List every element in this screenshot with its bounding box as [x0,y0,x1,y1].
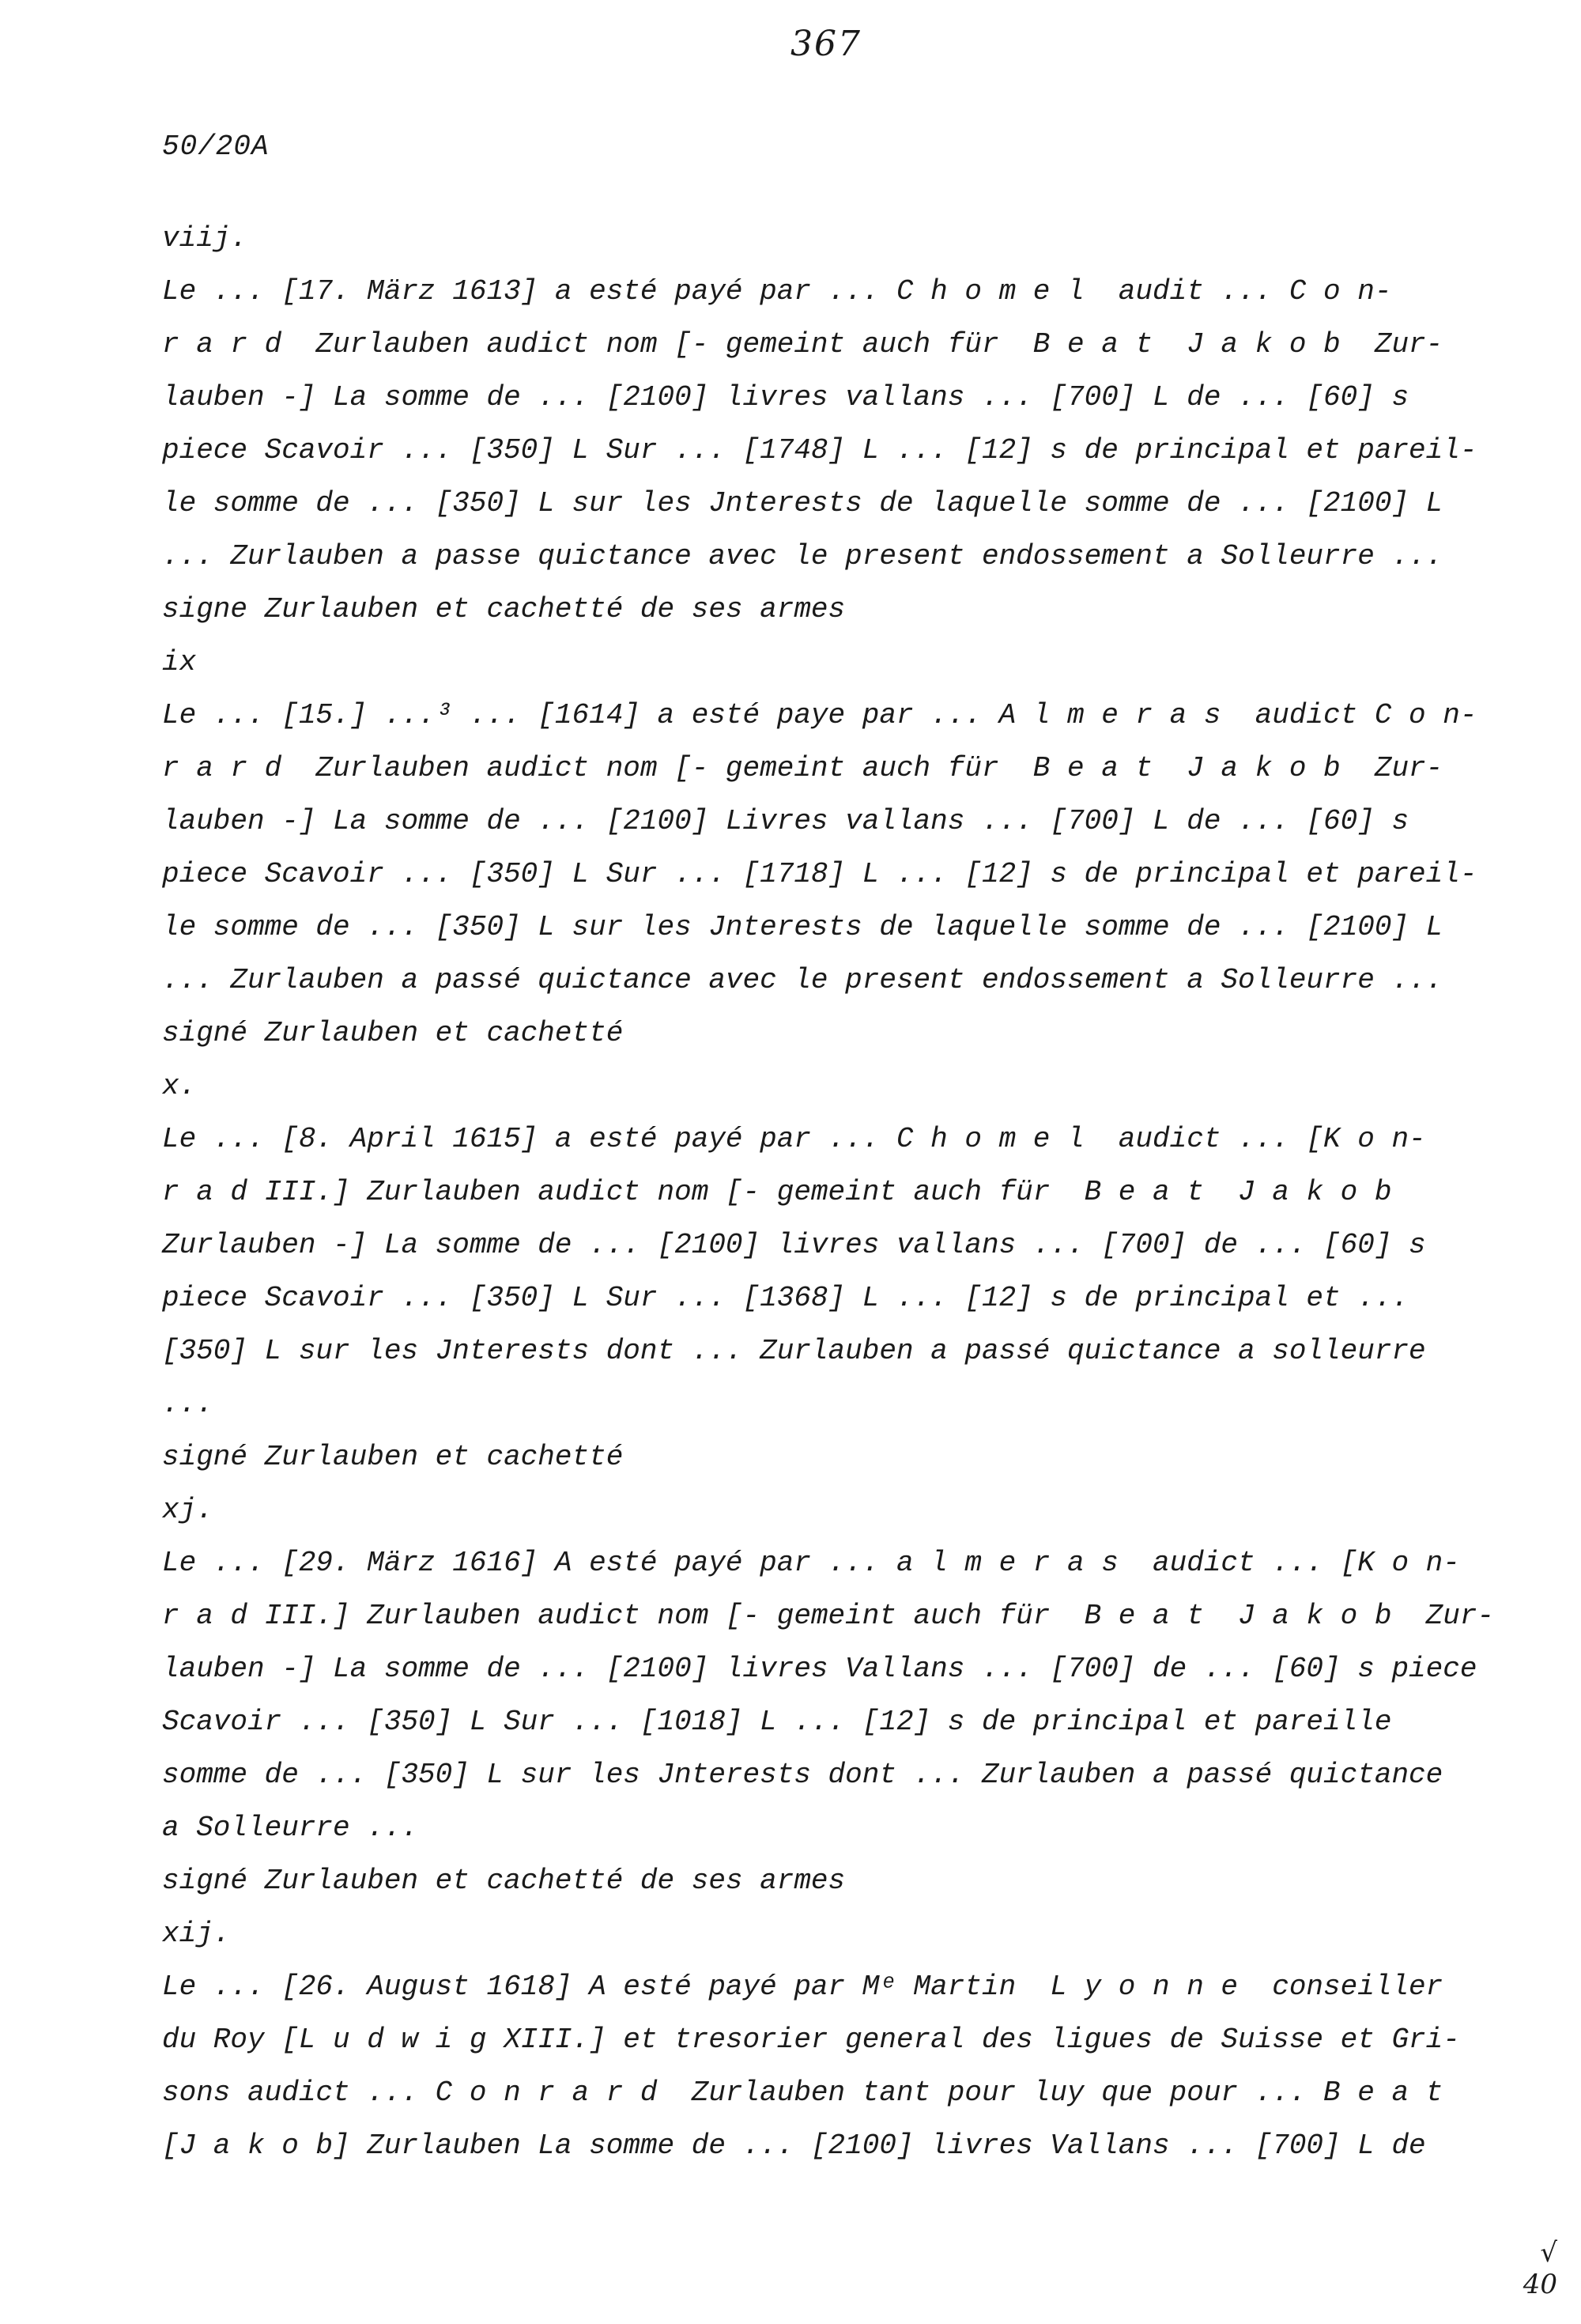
text-line: Le ... [15.] ...³ ... [1614] a esté paye par ... A l m e r a s audict C o n- [162,699,1477,731]
check-mark: √ [1540,2237,1557,2269]
text-line: piece Scavoir ... [350] L Sur ... [1748] L ... [12] s de principal et pareil- [162,434,1477,467]
text-line: a Solleurre ... [162,1812,419,1844]
text-line: viij. [162,222,248,255]
text-line: signé Zurlauben et cachetté de ses armes [162,1865,846,1897]
text-line: ... Zurlauben a passe quictance avec le present endossement a Solleurre ... [162,540,1443,572]
text-line: lauben -] La somme de ... [2100] livres vallans ... [700] L de ... [60] s [162,381,1409,414]
text-line: ... [162,1388,213,1420]
folio-number: 40 [1523,2269,1557,2300]
text-line: le somme de ... [350] L sur les Jnterests de laquelle somme de ... [2100] L [162,487,1443,520]
text-line: lauben -] La somme de ... [2100] livres Vallans ... [700] de ... [60] s piece [162,1653,1477,1685]
text-line: x. [162,1070,197,1102]
text-line: r a d III.] Zurlauben audict nom [- gemeint auch für B e a t J a k o b Zur- [162,1600,1495,1632]
text-line: Le ... [8. April 1615] a esté payé par ... C h o m e l audict ... [K o n- [162,1123,1426,1155]
margin-marks [1523,2237,1557,2300]
text-line: ... Zurlauben a passé quictance avec le present endossement a Solleurre ... [162,964,1443,996]
text-line: xij. [162,1918,231,1950]
text-line: Zurlauben -] La somme de ... [2100] livres vallans ... [700] de ... [60] s [162,1229,1426,1261]
text-line: r a r d Zurlauben audict nom [- gemeint auch für B e a t J a k o b Zur- [162,752,1443,784]
text-line: piece Scavoir ... [350] L Sur ... [1368] L ... [12] s de principal et ... [162,1282,1409,1314]
text-line: r a r d Zurlauben audict nom [- gemeint auch für B e a t J a k o b Zur- [162,328,1443,361]
text-line: Scavoir ... [350] L Sur ... [1018] L ... [12] s de principal et pareille [162,1706,1392,1738]
text-line: Le ... [17. März 1613] a esté payé par ... C h o m e l audit ... C o n- [162,275,1392,308]
text-line: somme de ... [350] L sur les Jnterests dont ... Zurlauben a passé quictance [162,1759,1443,1791]
text-line: piece Scavoir ... [350] L Sur ... [1718] L ... [12] s de principal et pareil- [162,858,1477,890]
transcription-body [162,212,1495,2172]
text-line: du Roy [L u d w i g XIII.] et tresorier general des ligues de Suisse et Gri- [162,2024,1460,2056]
text-line: Le ... [29. März 1616] A esté payé par ... a l m e r a s audict ... [K o n- [162,1547,1460,1579]
text-line: xj. [162,1494,213,1526]
text-line: [J a k o b] Zurlauben La somme de ... [2100] livres Vallans ... [700] L de [162,2129,1426,2162]
text-line: sons audict ... C o n r a r d Zurlauben tant pour luy que pour ... B e a t [162,2076,1443,2109]
text-line: ix [162,646,197,678]
document-reference: 50/20A [162,130,270,163]
text-line: r a d III.] Zurlauben audict nom [- gemeint auch für B e a t J a k o b [162,1176,1392,1208]
text-line: signe Zurlauben et cachetté de ses armes [162,593,846,625]
text-line: Le ... [26. August 1618] A esté payé par Mᵉ Martin L y o n n e conseiller [162,1971,1443,2003]
page-number: 367 [790,24,862,64]
text-line: le somme de ... [350] L sur les Jnterests de laquelle somme de ... [2100] L [162,911,1443,943]
text-line: [350] L sur les Jnterests dont ... Zurlauben a passé quictance a solleurre [162,1335,1426,1367]
text-line: signé Zurlauben et cachetté [162,1017,624,1049]
text-line: lauben -] La somme de ... [2100] Livres vallans ... [700] L de ... [60] s [162,805,1409,837]
text-line: signé Zurlauben et cachetté [162,1441,624,1473]
